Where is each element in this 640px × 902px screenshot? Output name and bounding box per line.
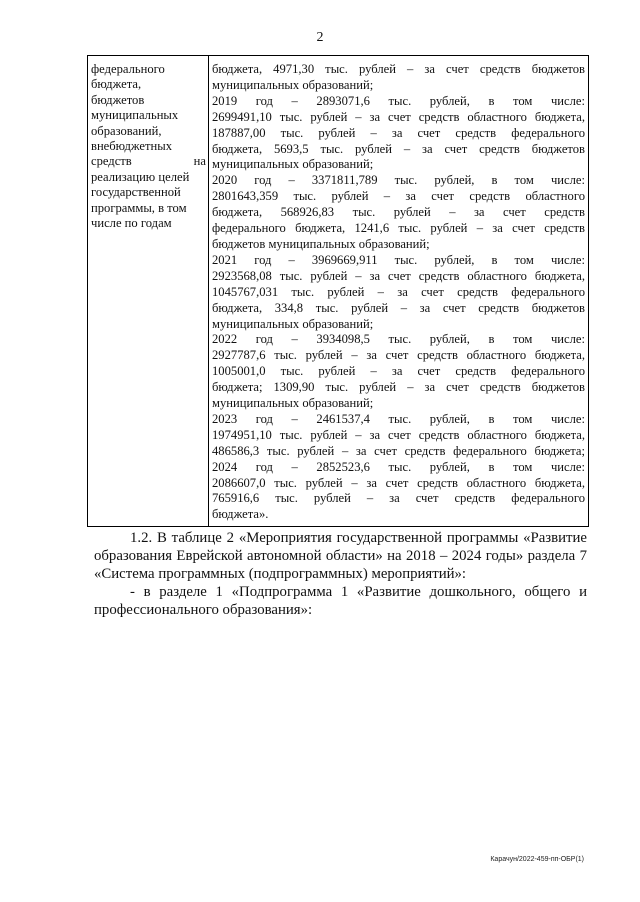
right-line: бюджета, 568926,83 тыс. рублей – за счет средств (212, 205, 585, 220)
right-line: 486586,3 тыс. рублей – за счет средств федерального бюджета; (212, 443, 585, 458)
right-line: муниципальных образований; (212, 77, 374, 92)
column-divider (208, 56, 209, 526)
right-line: федерального бюджета, 1241,6 тыс. рублей – за счет средств (212, 221, 585, 236)
right-line: 1005001,0 тыс. рублей – за счет средств федерального (212, 364, 585, 379)
left-line: внебюджетных (91, 139, 172, 154)
document-registration-footer: Карачун/2022-459-пп-ОБР(1) (490, 856, 584, 863)
paragraph-line: образования Еврейской автономной области» на 2018 – 2024 годы» раздела 7 (94, 548, 587, 564)
paragraph-line: «Система программных (подпрограммных) мероприятий»: (94, 566, 467, 582)
paragraph-line: 1.2. В таблице 2 «Мероприятия государственной программы «Развитие (130, 530, 587, 546)
right-line: 2019 год – 2893071,6 тыс. рублей, в том числе: (212, 93, 585, 108)
left-line: программы, в том (91, 200, 187, 215)
right-line: 187887,00 тыс. рублей – за счет средств федерального (212, 125, 585, 140)
left-word: на (193, 154, 206, 169)
right-line: муниципальных образований; (212, 396, 374, 411)
right-line: бюджета, 334,8 тыс. рублей – за счет средств бюджетов (212, 300, 585, 315)
left-line: муниципальных (91, 108, 179, 123)
right-line: 2923568,08 тыс. рублей – за счет средств областного бюджета, (212, 268, 585, 283)
right-line: 2024 год – 2852523,6 тыс. рублей, в том числе: (212, 459, 585, 474)
right-line: бюджета, 4971,30 тыс. рублей – за счет средств бюджетов (212, 62, 585, 76)
right-line: муниципальных образований; (212, 157, 374, 172)
paragraph-table-2 (94, 529, 587, 583)
right-line: 1974951,10 тыс. рублей – за счет средств областного бюджета, (212, 427, 585, 442)
right-line: 2021 год – 3969669,911 тыс. рублей, в том числе: (212, 252, 585, 267)
table-right-cell (212, 62, 585, 523)
paragraph-section-1 (94, 583, 587, 619)
paragraph-line: - в разделе 1 «Подпрограмма 1 «Развитие дошкольного, общего и (130, 584, 587, 600)
left-line: реализацию целей (91, 169, 190, 184)
paragraph-line: профессионального образования»: (94, 602, 313, 618)
right-line: 2699491,10 тыс. рублей – за счет средств областного бюджета, (212, 109, 585, 124)
left-line: государственной (91, 185, 181, 200)
right-line: муниципальных образований; (212, 316, 374, 331)
right-line: бюджета; 1309,90 тыс. рублей – за счет средств бюджетов (212, 380, 585, 395)
right-line: 2020 год – 3371811,789 тыс. рублей, в том числе: (212, 173, 585, 188)
right-line: бюджета, 5693,5 тыс. рублей – за счет средств бюджетов (212, 141, 585, 156)
right-line: 2927787,6 тыс. рублей – за счет средств областного бюджета, (212, 348, 585, 363)
right-line: бюджетов муниципальных образований; (212, 236, 430, 251)
page-number: 2 (316, 30, 324, 45)
left-line-justified (91, 154, 206, 169)
left-line: федерального (91, 62, 165, 76)
right-line: 1045767,031 тыс. рублей – за счет средств федерального (212, 284, 585, 299)
right-line: 2801643,359 тыс. рублей – за счет средств областного (212, 189, 585, 204)
left-line: образований, (91, 123, 162, 138)
left-line: бюджета, (91, 77, 142, 92)
table-left-cell (91, 62, 206, 231)
funding-table (87, 55, 589, 527)
left-line: числе по годам (91, 216, 172, 231)
right-line: 2086607,0 тыс. рублей – за счет средств областного бюджета, (212, 475, 585, 490)
left-line: бюджетов (91, 92, 145, 107)
right-line: 765916,6 тыс. рублей – за счет средств федерального (212, 491, 585, 506)
right-line: 2022 год – 3934098,5 тыс. рублей, в том числе: (212, 332, 585, 347)
right-line: 2023 год – 2461537,4 тыс. рублей, в том числе: (212, 411, 585, 426)
left-word: средств (91, 154, 132, 169)
right-line: бюджета». (212, 507, 269, 522)
